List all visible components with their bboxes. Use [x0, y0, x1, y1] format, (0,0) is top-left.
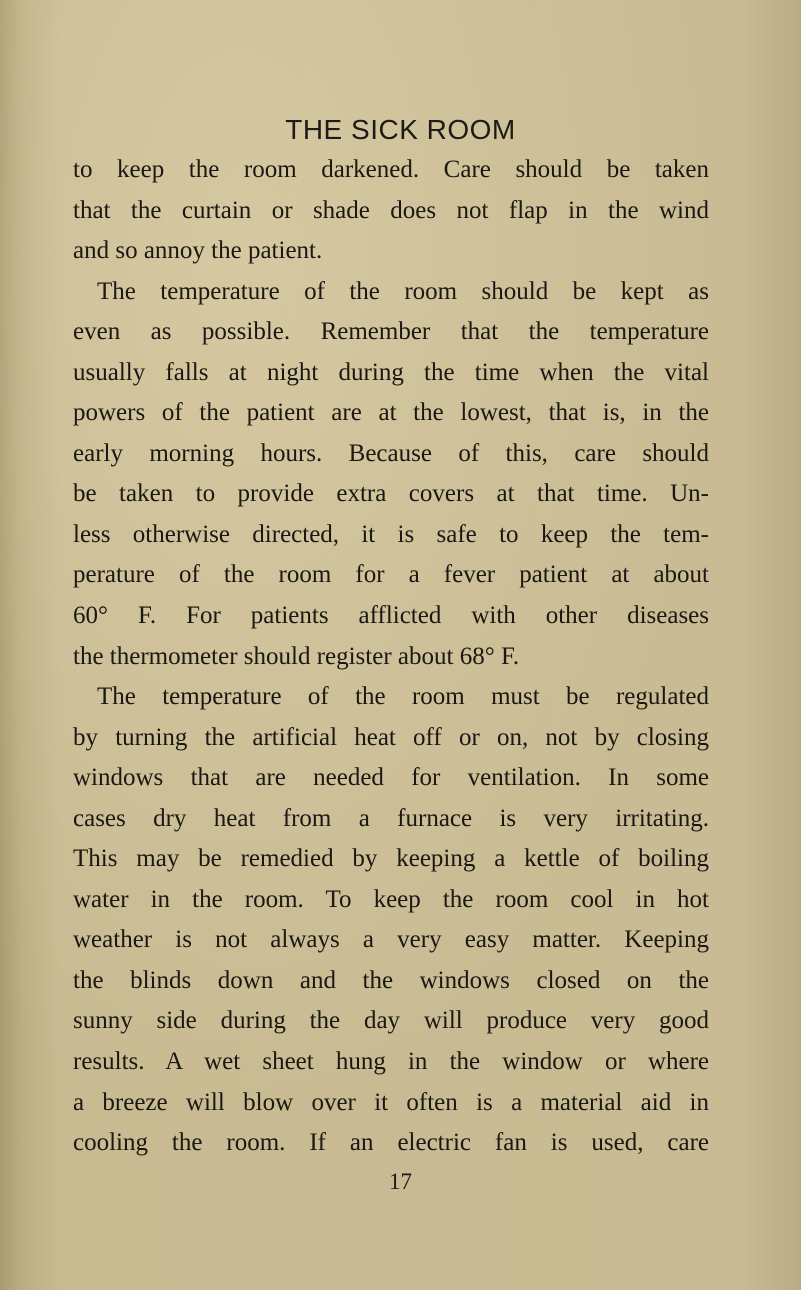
text-line: early morning hours. Because of this, care should: [73, 439, 709, 467]
text-line: powers of the patient are at the lowest, that is, in the: [73, 399, 709, 427]
text-line: the blinds down and the windows closed on the: [73, 966, 709, 994]
text-line: be taken to provide extra covers at that time. Un-: [73, 480, 709, 508]
text-line: 60° F. For patients afflicted with other diseases: [73, 602, 709, 630]
text-line: sunny side during the day will produce very good: [73, 1007, 709, 1035]
text-line: The temperature of the room should be kept as: [97, 277, 709, 305]
text-line: cases dry heat from a furnace is very irritating.: [73, 804, 709, 832]
body-text: [73, 150, 709, 1164]
text-line: cooling the room. If an electric fan is used, care: [73, 1129, 709, 1157]
text-line: The temperature of the room must be regulated: [97, 683, 709, 711]
text-line: a breeze will blow over it often is a material aid in: [73, 1088, 709, 1116]
text-line: usually falls at night during the time when the vital: [73, 358, 709, 386]
text-line: by turning the artificial heat off or on, not by closing: [73, 723, 709, 751]
text-line: results. A wet sheet hung in the window or where: [73, 1048, 709, 1076]
text-line: to keep the room darkened. Care should be taken: [73, 156, 709, 183]
text-line: the thermometer should register about 68° F.: [73, 642, 520, 670]
text-line: less otherwise directed, it is safe to keep the tem-: [73, 520, 709, 548]
text-line: weather is not always a very easy matter. Keeping: [73, 926, 709, 954]
running-head: THE SICK ROOM: [285, 114, 516, 145]
text-line: perature of the room for a fever patient at about: [73, 561, 709, 589]
text-line: This may be remedied by keeping a kettle of boiling: [73, 845, 709, 873]
text-line: and so annoy the patient.: [73, 237, 323, 265]
page-number: 17: [389, 1169, 412, 1194]
text-line: windows that are needed for ventilation. In some: [73, 764, 709, 792]
text-line: water in the room. To keep the room cool in hot: [73, 885, 709, 913]
text-line: that the curtain or shade does not flap in the wind: [73, 196, 709, 224]
text-line: even as possible. Remember that the temperature: [73, 318, 709, 346]
